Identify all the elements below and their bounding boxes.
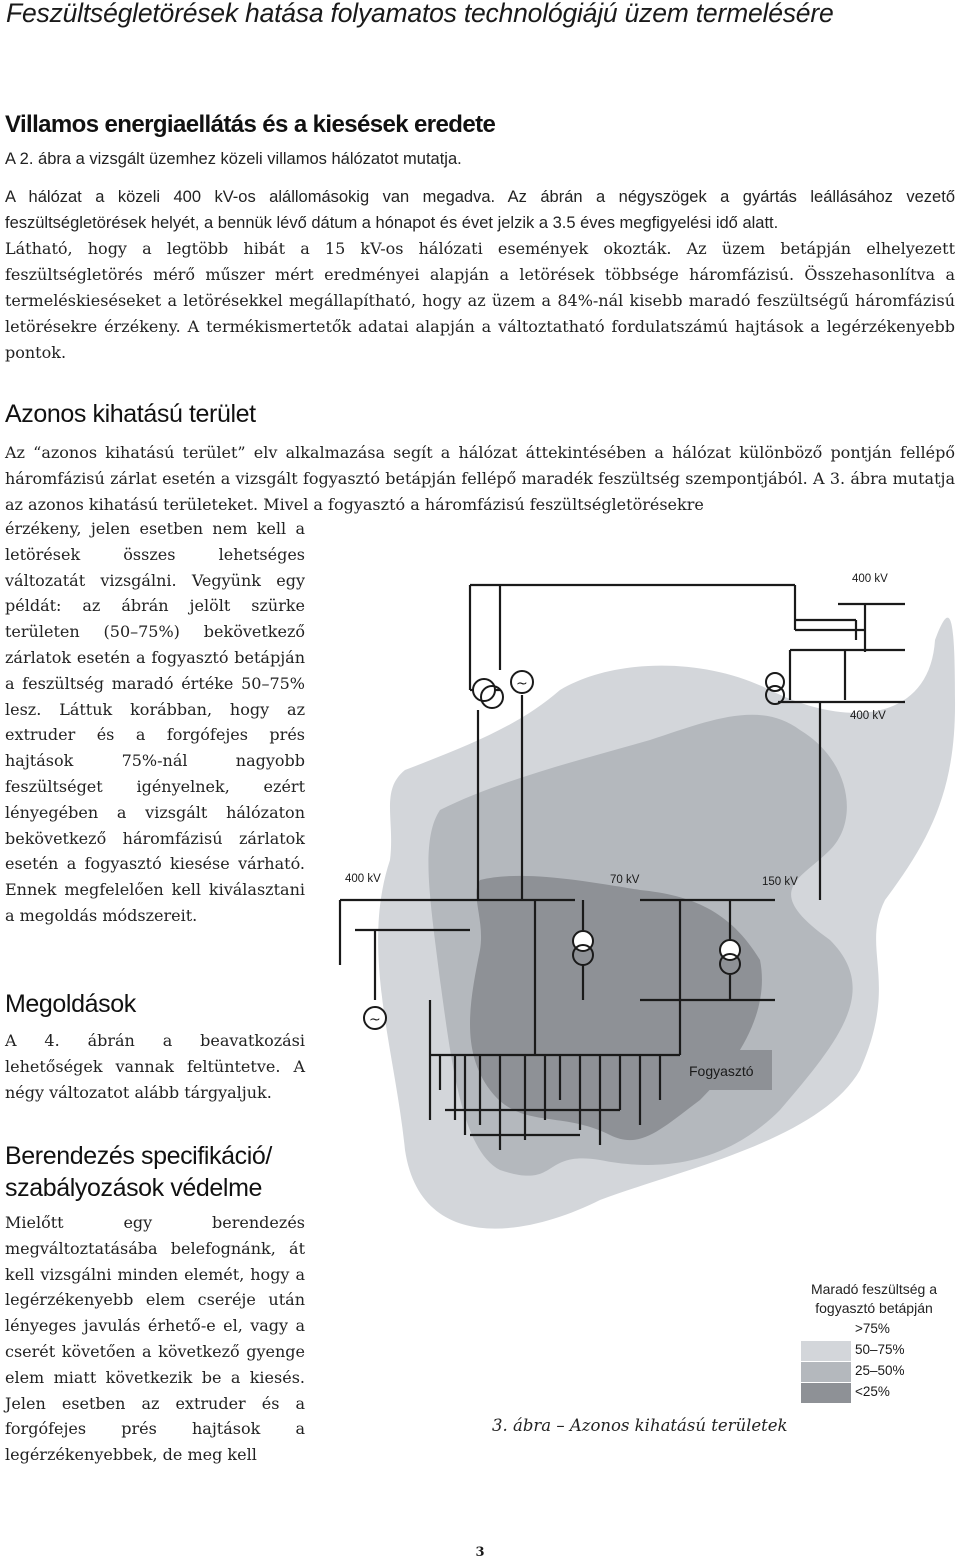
legend-swatch-light	[801, 1341, 851, 1361]
paragraph-equal-impact-full: Az “azonos kihatású terület” elv alkalmazása segít a hálózat áttekintésében a hálózat különböző pontján fellépő háromfázisú zárlat esetén a vizsgált fogyasztó betápján fellépő maradék feszültség szempontjából. A 3. ábra mutatja az azonos kihatású területeket. Mivel a fogyasztó a háromfázisú feszültségletörésekre	[5, 443, 955, 514]
legend-item	[801, 1341, 947, 1361]
section-heading-energy: Villamos energiaellátás és a kiesések eredete	[5, 111, 496, 138]
figure-caption: 3. ábra – Azonos kihatású területek	[492, 1416, 788, 1435]
legend-swatch-white	[801, 1320, 851, 1340]
legend-label: 25–50%	[855, 1363, 905, 1378]
ac-symbol: ~	[516, 676, 528, 692]
paragraph-equal-impact-narrow: érzékeny, jelen esetben nem kell a letörések összes lehetséges változatát vizsgálni. Vegyünk egy példát: az ábrán jelölt szürke területen (50–75%) bekövetkező zárlatok esetén a fogyasztó betápján a feszültség maradó értéke 50–75% lesz. Láttuk korábban, hogy az extruder és a forgófejes prés hajtások 75%-nál nagyobb feszültséget igényelnek, ezért lényegében a vizsgált hálózaton bekövetkező háromfázisú zárlatok esetén a fogyasztó kiesése várható. Ennek megfelelően kell kiválasztani a megoldás módszereit.	[5, 519, 305, 925]
label-consumer: Fogyasztó	[689, 1063, 754, 1079]
paragraph-network: A hálózat a közeli 400 kV-os alállomásokig van megadva. Az ábrán a négyszögek a gyártás leállásához vezető feszültségletörések helyét, a bennük lévő dátum a hónapot és évet jelzik a 3.5 éves megfigyelési idő alatt.	[5, 188, 955, 232]
legend-title	[800, 1280, 948, 1318]
section-heading-specification-line1: Berendezés specifikáció/	[5, 1142, 272, 1170]
section-heading-solutions: Megoldások	[5, 990, 136, 1018]
label-400kv-left: 400 kV	[345, 873, 381, 885]
legend-swatch-dark	[801, 1383, 851, 1403]
legend-label: >75%	[855, 1321, 890, 1336]
section-heading-specification-line2: szabályozások védelme	[5, 1174, 263, 1202]
section-heading-specification	[5, 1140, 272, 1204]
legend-title-line1: Maradó feszültség a	[810, 1281, 938, 1297]
label-150kv: 150 kV	[762, 876, 798, 888]
section-heading-equal-impact: Azonos kihatású terület	[5, 400, 256, 428]
page-header-title: Feszültségletörések hatása folyamatos technológiájú üzem termelésére	[6, 0, 834, 28]
legend-item	[801, 1362, 947, 1382]
legend-label: <25%	[855, 1384, 890, 1399]
legend-label: 50–75%	[855, 1342, 905, 1357]
paragraph-solutions: A 4. ábrán a beavatkozási lehetőségek vannak feltüntetve. A négy változatot alább tárgyaljuk.	[5, 1031, 305, 1102]
page-number: 3	[475, 1545, 485, 1560]
label-70kv: 70 kV	[610, 874, 640, 886]
paragraph-specification: Mielőtt egy berendezés megváltoztatásába belefognánk, át kell vizsgálni minden elemét, hogy a legérzékenyebb elem cseréje után lényeges javulás érhető-e el, vagy a cserét követően a következő gyenge elem miatt következik be a kiesés. Jelen esetben az extruder és a forgófejes prés hajtások a legérzékenyebbek, de meg kell	[5, 1213, 305, 1465]
legend-item	[801, 1383, 947, 1403]
label-400kv-top: 400 kV	[852, 573, 888, 585]
legend-swatch-medium	[801, 1362, 851, 1382]
legend-item	[801, 1320, 947, 1340]
paragraph-intro: A 2. ábra a vizsgált üzemhez közeli villamos hálózatot mutatja.	[5, 150, 462, 168]
legend-title-line2: fogyasztó betápján	[815, 1300, 933, 1316]
label-400kv-right: 400 kV	[850, 710, 886, 722]
paragraph-faults: Látható, hogy a legtöbb hibát a 15 kV-os hálózati események okozták. Az üzem betápján elhelyezett feszültségletörés mérő műszer mért eredményei alapján a letörések többsége háromfázisú. Összehasonlítva a termeléskieséseket a letörésekkel megállapítható, hogy az üzem a 84%-nál kisebb maradó feszültségű háromfázisú letörésekre érzékeny. A termékismertetők adatai alapján a változtatható fordulatszámú hajtások a legérzékenyebb pontok.	[5, 239, 955, 362]
ac-symbol: ~	[369, 1012, 381, 1028]
